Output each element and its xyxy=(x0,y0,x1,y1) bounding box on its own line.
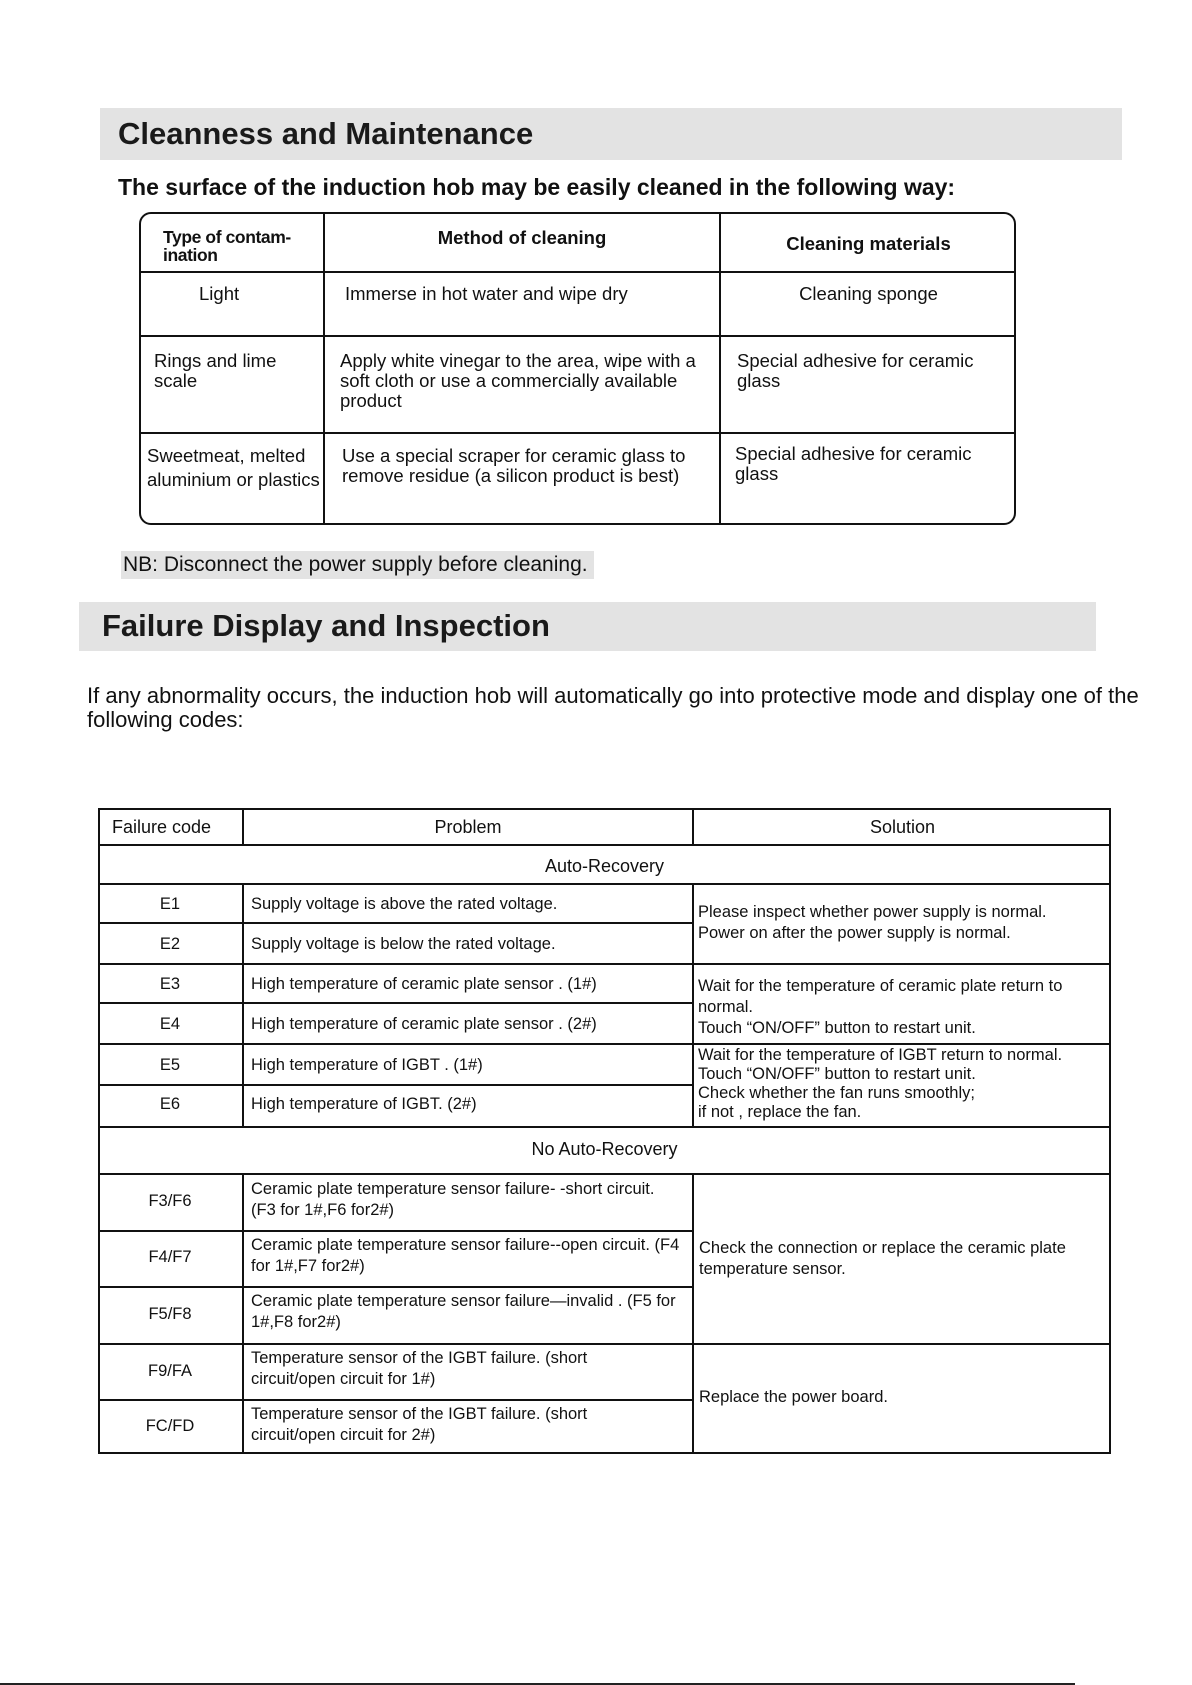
failure-solution-ceramic: Wait for the temperature of ceramic plate return to normal. Touch “ON/OFF” button to restart unit. xyxy=(698,977,1063,1037)
failure-solution-power-board: Replace the power board. xyxy=(699,1388,888,1406)
cleaning-header-materials: Cleaning materials xyxy=(786,233,951,254)
failure-code-E1: E1 xyxy=(159,895,181,913)
failure-table xyxy=(98,808,1111,1454)
failure-code-FC-FD: FC/FD xyxy=(145,1417,195,1435)
failure-problem-E4: High temperature of ceramic plate sensor . (2#) xyxy=(251,1015,597,1033)
no-auto-recovery-label: No Auto-Recovery xyxy=(531,1139,678,1159)
failure-intro: If any abnormality occurs, the induction hob will automatically go into protective mode and display one of the following codes: xyxy=(87,683,1139,732)
failure-problem-F3-F6: Ceramic plate temperature sensor failure- -short circuit. (F3 for 1#,F6 for2#) xyxy=(251,1180,655,1219)
failure-code-E4: E4 xyxy=(159,1015,181,1033)
failure-code-F3-F6: F3/F6 xyxy=(148,1192,192,1210)
cleaning-row-3-method: Use a special scraper for ceramic glass to remove residue (a silicon product is best) xyxy=(342,445,686,486)
failure-code-E6: E6 xyxy=(159,1095,181,1113)
cleaning-row-3-material: Special adhesive for ceramic glass xyxy=(735,443,972,484)
failure-header-solution: Solution xyxy=(869,817,936,837)
failure-problem-F5-F8: Ceramic plate temperature sensor failure—invalid . (F5 for 1#,F8 for2#) xyxy=(251,1292,676,1331)
failure-code-F5-F8: F5/F8 xyxy=(148,1305,192,1323)
failure-section-title: Failure Display and Inspection xyxy=(79,602,1096,651)
cleaning-header-method: Method of cleaning xyxy=(437,227,607,248)
cleaning-row-1-method: Immerse in hot water and wipe dry xyxy=(345,283,628,304)
cleaning-note: NB: Disconnect the power supply before cleaning. xyxy=(121,551,594,579)
cleaning-row-1-type: Light xyxy=(199,283,240,304)
cleaning-row-1-material: Cleaning sponge xyxy=(799,283,938,304)
failure-problem-F4-F7: Ceramic plate temperature sensor failure--open circuit. (F4 for 1#,F7 for2#) xyxy=(251,1236,680,1275)
failure-code-F4-F7: F4/F7 xyxy=(148,1248,192,1266)
failure-problem-E2: Supply voltage is below the rated voltage. xyxy=(251,935,556,953)
failure-problem-E3: High temperature of ceramic plate sensor . (1#) xyxy=(251,975,597,993)
failure-code-F9-FA: F9/FA xyxy=(147,1362,192,1380)
cleaning-table xyxy=(139,212,1016,525)
failure-code-E2: E2 xyxy=(159,935,181,953)
cleaning-header-type: Type of contam- ination xyxy=(163,227,291,265)
failure-code-E3: E3 xyxy=(159,975,181,993)
failure-code-E5: E5 xyxy=(159,1056,181,1074)
failure-solution-ceramic-sensor: Check the connection or replace the ceramic plate temperature sensor. xyxy=(699,1239,1066,1278)
cleaning-row-3-type: Sweetmeat, melted aluminium or plastics xyxy=(147,445,320,490)
failure-problem-E6: High temperature of IGBT. (2#) xyxy=(251,1095,477,1113)
cleaning-row-2-type: Rings and lime scale xyxy=(154,350,277,391)
failure-solution-igbt: Wait for the temperature of IGBT return to normal. Touch “ON/OFF” button to restart unit. Check whether the fan runs smoothly; if not , replace the fan. xyxy=(698,1046,1063,1121)
failure-problem-FC-FD: Temperature sensor of the IGBT failure. (short circuit/open circuit for 2#) xyxy=(251,1405,588,1444)
auto-recovery-label: Auto-Recovery xyxy=(544,856,665,876)
failure-header-problem: Problem xyxy=(434,817,502,837)
failure-solution-voltage: Please inspect whether power supply is normal. Power on after the power supply is normal. xyxy=(698,903,1047,942)
failure-problem-E1: Supply voltage is above the rated voltage. xyxy=(251,895,558,913)
failure-problem-F9-FA: Temperature sensor of the IGBT failure. (short circuit/open circuit for 1#) xyxy=(251,1349,588,1388)
cleaning-section-title: Cleanness and Maintenance xyxy=(100,108,1122,160)
failure-problem-E5: High temperature of IGBT . (1#) xyxy=(251,1056,483,1074)
failure-header-code: Failure code xyxy=(112,817,212,837)
cleaning-subtitle: The surface of the induction hob may be easily cleaned in the following way: xyxy=(118,174,956,200)
cleaning-row-2-material: Special adhesive for ceramic glass xyxy=(737,350,974,391)
cleaning-row-2-method: Apply white vinegar to the area, wipe with a soft cloth or use a commercially available product xyxy=(340,350,696,411)
